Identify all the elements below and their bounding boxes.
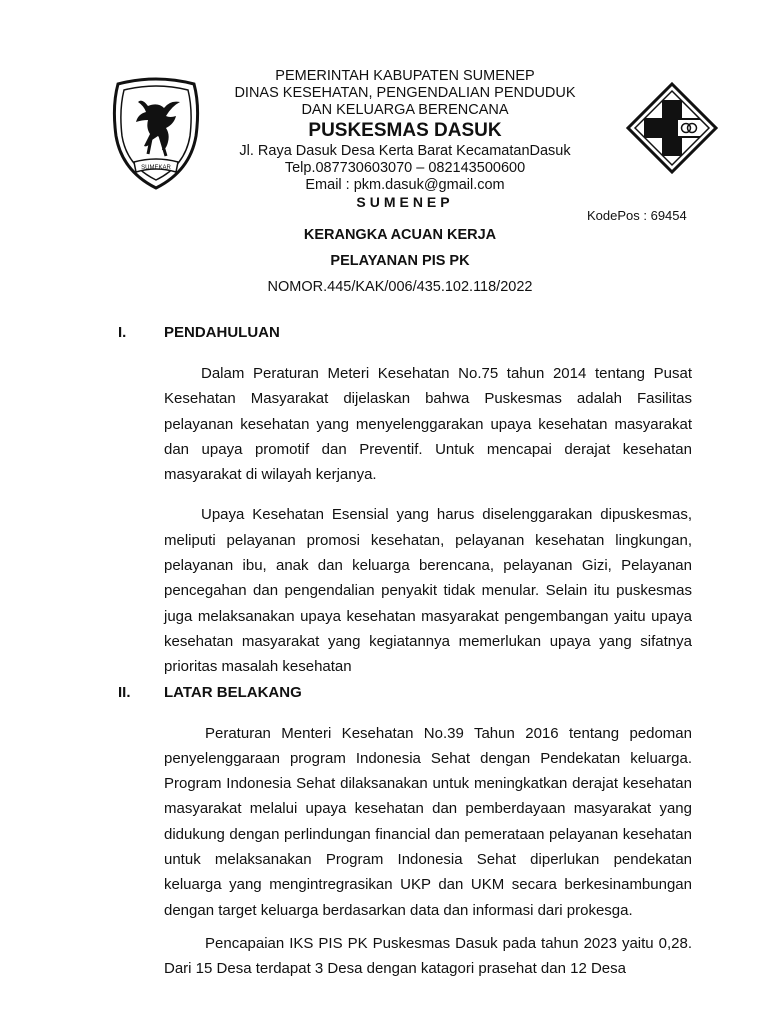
section-heading bbox=[118, 320, 692, 346]
letterhead-email: Email : pkm.dasuk@gmail.com bbox=[305, 177, 505, 193]
document-number: NOMOR.445/KAK/006/435.102.118/2022 bbox=[267, 279, 533, 295]
section-number: II. bbox=[118, 683, 131, 701]
letterhead-line2: DINAS KESEHATAN, PENGENDALIAN PENDUDUK bbox=[234, 85, 576, 101]
section-title: PENDAHULUAN bbox=[164, 324, 280, 341]
section-title: LATAR BELAKANG bbox=[164, 683, 302, 701]
puskesmas-logo-icon bbox=[626, 82, 718, 174]
title-line2: PELAYANAN PIS PK bbox=[330, 253, 470, 269]
paragraph: Pencapaian IKS PIS PK Puskesmas Dasuk pada tahun 2023 yaitu 0,28. Dari 15 Desa terdapat 3 Desa dengan katagori prasehat dan 12 Desa bbox=[164, 934, 692, 978]
section-heading bbox=[118, 680, 692, 706]
postal-code: KodePos : 69454 bbox=[587, 208, 687, 223]
paragraph: Upaya Kesehatan Esensial yang harus diselenggarakan dipuskesmas, meliputi pelayanan promosi kesehatan, pelayanan kesehatan lingkungan, pelayanan ibu, anak dan keluarga berencana, pelayanan Gizi, Pelayanan pencegahan dan pengendalian penyakit tidak menular. Selain itu puskesmas juga melaksanakan upaya kesehatan masyarakat pengembangan yaitu upaya kesehatan masyarakat yang kegiatannya memerlukan upaya yang sifatnya prioritas masalah kesehatan bbox=[164, 506, 692, 676]
crest-banner-text: SUMEKAR bbox=[141, 165, 171, 171]
section-number: I. bbox=[118, 324, 127, 341]
institution-name: PUSKESMAS DASUK bbox=[308, 120, 502, 141]
letterhead-address: Jl. Raya Dasuk Desa Kerta Barat KecamatanDasuk bbox=[239, 143, 571, 159]
paragraph: Dalam Peraturan Meteri Kesehatan No.75 tahun 2014 tentang Pusat Kesehatan Masyarakat dijelaskan bahwa Puskesmas adalah Fasilitas pelayanan kesehatan yang menyelenggarakan upaya kesehatan masyarakat dan upaya promotif dan Preventif. Untuk mencapai derajat kesehatan masyarakat di wilayah kerjanya. bbox=[164, 365, 692, 484]
sumenep-crest-icon bbox=[108, 76, 204, 192]
document-title bbox=[110, 222, 690, 300]
letterhead bbox=[205, 68, 605, 211]
paragraph: Peraturan Menteri Kesehatan No.39 Tahun 2016 tentang pedoman penyelenggaraan program Indonesia Sehat dengan Pendekatan keluarga. Program Indonesia Sehat dilaksanakan untuk meningkatkan derajat kesehatan masyarakat melalui upaya kesehatan dan pemberdayaan masyarakat yang didukung dengan perlindungan financial dan pemerataan pelayanan kesehatan untuk melaksanakan Program Indonesia Sehat diperlukan pendekatan keluarga yang mengintregrasikan UKP dan UKM secara berkesinambungan dengan target keluarga berdasarkan data dan informasi dari prokesga. bbox=[164, 724, 692, 919]
document-body bbox=[118, 320, 692, 982]
letterhead-phone: Telp.087730603070 – 082143500600 bbox=[284, 160, 526, 176]
title-line1: KERANGKA ACUAN KERJA bbox=[303, 227, 497, 243]
letterhead-line3: DAN KELUARGA BERENCANA bbox=[301, 102, 509, 118]
letterhead-line1: PEMERINTAH KABUPATEN SUMENEP bbox=[275, 68, 535, 84]
letterhead-city: SUMENEP bbox=[356, 194, 454, 210]
